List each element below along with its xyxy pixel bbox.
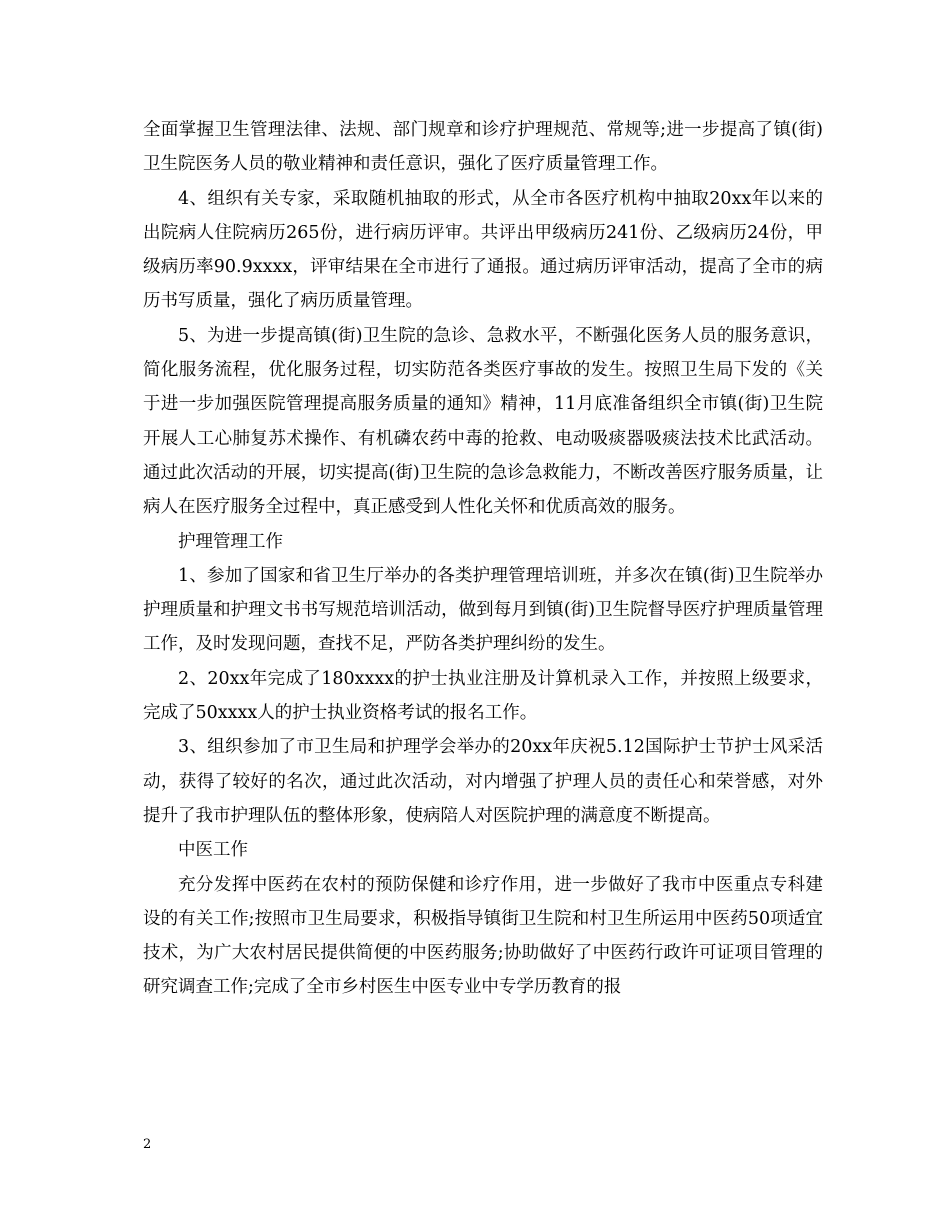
paragraph-item-5: 5、为进一步提高镇(街)卫生院的急诊、急救水平，不断强化医务人员的服务意识，简化服务流程，优化服务过程，切实防范各类医疗事故的发生。按照卫生局下发的《关于进一步加强医院管理提高服务质量的通知》精神，11月底准备组织全市镇(街)卫生院开展人工心肺复苏术操作、有机磷农药中毒的抢救、电动吸痰器吸痰法技术比武活动。通过此次活动的开展，切实提高(街)卫生院的急诊急救能力，不断改善医疗服务质量，让病人在医疗服务全过程中，真正感受到人性化关怀和优质高效的服务。	[143, 325, 823, 518]
section-heading-tcm: 中医工作	[178, 840, 248, 861]
paragraph-nursing-3: 3、组织参加了市卫生局和护理学会举办的20xx年庆祝5.12国际护士节护士风采活动，获得了较好的名次，通过此次活动，对内增强了护理人员的责任心和荣誉感，对外提升了我市护理队伍的整体形象，使病陪人对医院护理的满意度不断提高。	[143, 737, 823, 826]
paragraph-nursing-2: 2、20xx年完成了180xxxx的护士执业注册及计算机录入工作，并按照上级要求，完成了50xxxx人的护士执业资格考试的报名工作。	[143, 668, 823, 724]
section-heading-nursing: 护理管理工作	[178, 531, 283, 552]
paragraph-item-4: 4、组织有关专家，采取随机抽取的形式，从全市各医疗机构中抽取20xx年以来的出院病人住院病历265份，进行病历评审。共评出甲级病历241份、乙级病历24份，甲级病历率90.9xxxx，评审结果在全市进行了通报。通过病历评审活动，提高了全市的病历书写质量，强化了病历质量管理。	[143, 188, 823, 312]
paragraph-nursing-1: 1、参加了国家和省卫生厅举办的各类护理管理培训班，并多次在镇(街)卫生院举办护理质量和护理文书书写规范培训活动，做到每月到镇(街)卫生院督导医疗护理质量管理工作，及时发现问题，查找不足，严防各类护理纠纷的发生。	[143, 565, 823, 655]
page-number: 2	[143, 1137, 152, 1152]
document-body	[143, 113, 823, 1005]
paragraph-continuation: 全面掌握卫生管理法律、法规、部门规章和诊疗护理规范、常规等;进一步提高了镇(街)卫生院医务人员的敬业精神和责任意识，强化了医疗质量管理工作。	[143, 120, 823, 175]
paragraph-tcm: 充分发挥中医药在农村的预防保健和诊疗作用，进一步做好了我市中医重点专科建设的有关工作;按照市卫生局要求，积极指导镇街卫生院和村卫生所运用中医药50项适宜技术，为广大农村居民提供简便的中医药服务;协助做好了中医药行政许可证项目管理的研究调查工作;完成了全市乡村医生中医专业中专学历教育的报	[143, 874, 823, 998]
